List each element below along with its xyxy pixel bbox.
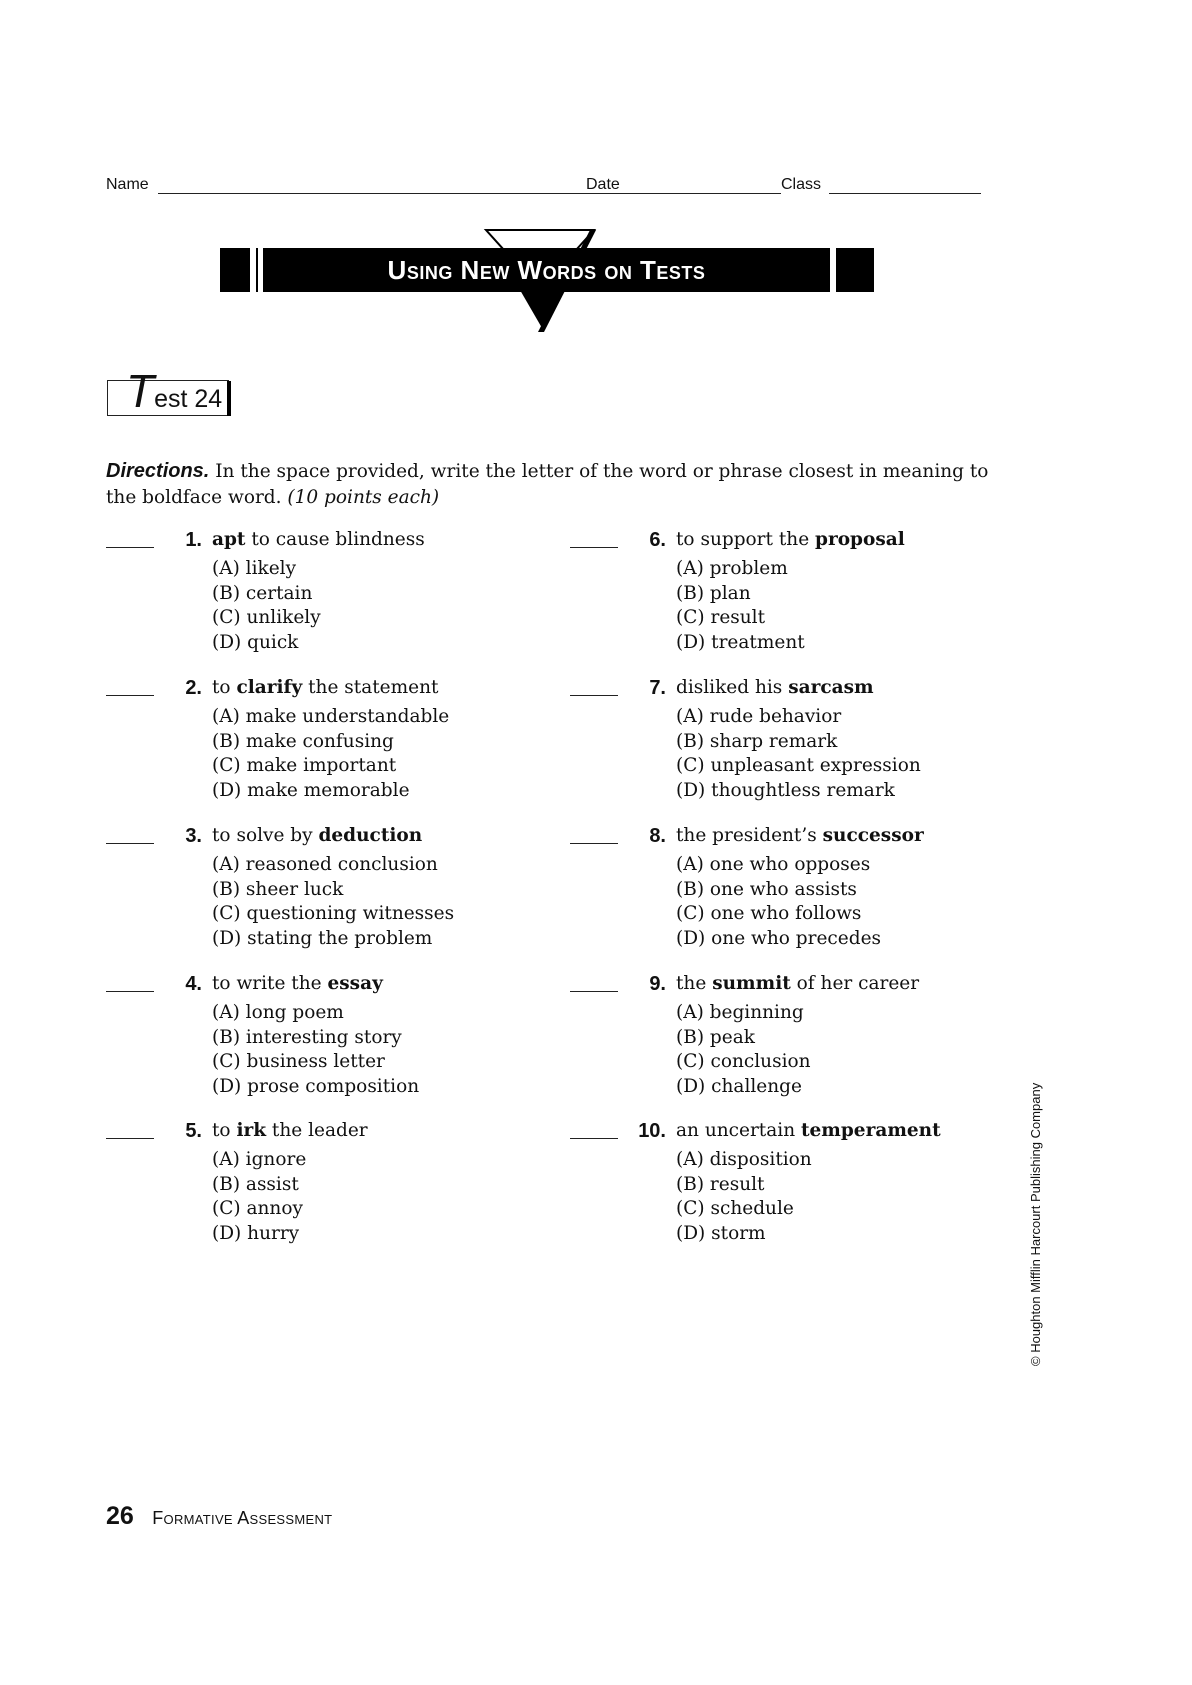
options-list [212, 705, 449, 803]
stem-pre: to [212, 1120, 237, 1141]
question-number: 9. [649, 973, 666, 995]
question-stem [676, 1120, 941, 1141]
stem-boldword: sarcasm [788, 677, 874, 698]
option: (A) beginning [676, 1002, 804, 1023]
directions-text: In the space provided, write the letter of the word or phrase closest in meaning to the boldface word. [106, 461, 989, 508]
stem-boldword: apt [212, 529, 246, 550]
option: (D) stating the problem [212, 927, 433, 949]
option: (B) peak [676, 1026, 755, 1048]
answer-blank[interactable] [570, 695, 618, 696]
options-list [212, 557, 321, 655]
answer-blank[interactable] [106, 695, 154, 696]
question-stem [212, 825, 422, 846]
option: (D) one who precedes [676, 927, 882, 949]
page-number: 26 [106, 1502, 134, 1530]
directions-points: (10 points each) [287, 487, 440, 508]
answer-blank[interactable] [106, 843, 154, 844]
option: (D) challenge [676, 1075, 802, 1097]
stem-post: the leader [266, 1120, 368, 1141]
option: (C) conclusion [676, 1051, 811, 1072]
option: (B) plan [676, 582, 751, 604]
stem-boldword: deduction [318, 825, 423, 846]
answer-blank[interactable] [570, 547, 618, 548]
options-list [676, 705, 921, 803]
option: (D) treatment [676, 631, 805, 653]
stem-boldword: essay [327, 973, 383, 994]
answer-blank[interactable] [570, 843, 618, 844]
option: (C) make important [212, 755, 397, 776]
option: (B) certain [212, 582, 313, 604]
stem-pre: to support the [676, 529, 816, 550]
question-stem [212, 973, 383, 994]
option: (C) business letter [212, 1051, 385, 1072]
name-label: Name [106, 176, 149, 193]
answer-blank[interactable] [570, 991, 618, 992]
option: (C) unlikely [212, 607, 321, 628]
option: (D) hurry [212, 1222, 300, 1244]
options-list [676, 853, 881, 951]
option: (C) questioning witnesses [212, 903, 455, 924]
option: (A) ignore [212, 1149, 307, 1170]
option: (C) one who follows [676, 903, 862, 924]
answer-blank[interactable] [106, 1138, 154, 1139]
stem-pre: to write the [212, 973, 328, 994]
date-field[interactable] [626, 193, 781, 194]
stem-boldword: temperament [800, 1120, 941, 1141]
option: (C) schedule [676, 1198, 794, 1219]
copyright-notice: © Houghton Mifflin Harcourt Publishing Company [1028, 1082, 1043, 1366]
option: (A) disposition [676, 1149, 812, 1170]
question-stem [212, 1120, 368, 1141]
section-title: Using New Words on Tests [387, 255, 706, 285]
banner-right-block [836, 248, 874, 292]
question-stem [676, 973, 919, 994]
stem-pre: an uncertain [676, 1120, 801, 1141]
stem-pre: disliked his [676, 677, 789, 698]
question-number: 5. [185, 1120, 202, 1142]
section-name: Formative Assessment [152, 1508, 333, 1528]
option: (D) thoughtless remark [676, 779, 895, 801]
option: (B) sheer luck [212, 878, 344, 900]
option: (A) reasoned conclusion [212, 854, 438, 875]
question-number: 4. [185, 973, 202, 995]
answer-blank[interactable] [106, 547, 154, 548]
option: (A) one who opposes [676, 854, 871, 875]
banner-left-gap [250, 248, 256, 292]
date-label: Date [586, 176, 620, 193]
stem-boldword: clarify [236, 677, 303, 698]
options-list [676, 1001, 811, 1099]
question-stem [212, 677, 438, 698]
question-number: 1. [185, 529, 202, 551]
option: (A) long poem [212, 1002, 344, 1023]
question-number: 6. [649, 529, 666, 551]
options-list [676, 557, 805, 655]
option: (A) likely [212, 558, 297, 579]
option: (B) assist [212, 1173, 299, 1195]
option: (C) unpleasant expression [676, 755, 921, 776]
question-stem [676, 529, 905, 550]
stem-boldword: irk [236, 1120, 267, 1141]
stem-pre: to [212, 677, 237, 698]
test-label [126, 365, 223, 417]
answer-blank[interactable] [106, 991, 154, 992]
question-number: 2. [185, 677, 202, 699]
stem-pre: the [676, 973, 713, 994]
test-label-rest: est 24 [154, 385, 223, 413]
class-field[interactable] [829, 193, 981, 194]
options-list [676, 1148, 812, 1246]
stem-post: to cause blindness [245, 529, 425, 550]
stem-post: the statement [302, 677, 439, 698]
option: (A) make understandable [212, 706, 450, 727]
option: (D) prose composition [212, 1075, 420, 1097]
option: (A) problem [676, 558, 788, 579]
directions [106, 458, 1006, 511]
option: (C) result [676, 607, 766, 628]
option: (B) result [676, 1173, 765, 1195]
stem-boldword: proposal [815, 529, 905, 550]
question-number: 8. [649, 825, 666, 847]
page-footer [106, 1502, 332, 1531]
option: (B) sharp remark [676, 730, 838, 752]
stem-boldword: summit [712, 973, 791, 994]
options-list [212, 1001, 419, 1099]
stem-pre: the president’s [676, 825, 823, 846]
test-label-initial: T [126, 365, 155, 417]
option: (B) interesting story [212, 1026, 402, 1048]
directions-lead: Directions. [106, 460, 210, 482]
stem-pre: to solve by [212, 825, 319, 846]
option: (A) rude behavior [676, 706, 842, 727]
answer-blank[interactable] [570, 1138, 618, 1139]
question-number: 7. [649, 677, 666, 699]
question-number: 3. [185, 825, 202, 847]
stem-boldword: successor [822, 825, 924, 846]
class-label: Class [781, 176, 822, 193]
student-info-line [106, 176, 981, 200]
option: (D) quick [212, 631, 299, 653]
option: (C) annoy [212, 1198, 303, 1219]
question-stem [676, 677, 874, 698]
test-label-bar [227, 381, 231, 416]
stem-post: of her career [790, 973, 920, 994]
option: (B) one who assists [676, 878, 857, 900]
options-list [212, 1148, 306, 1246]
question-stem [676, 825, 924, 846]
option: (D) storm [676, 1222, 766, 1244]
question-stem [212, 529, 425, 550]
option: (B) make confusing [212, 730, 394, 752]
option: (D) make memorable [212, 779, 410, 801]
question-number: 10. [638, 1120, 666, 1142]
options-list [212, 853, 454, 951]
